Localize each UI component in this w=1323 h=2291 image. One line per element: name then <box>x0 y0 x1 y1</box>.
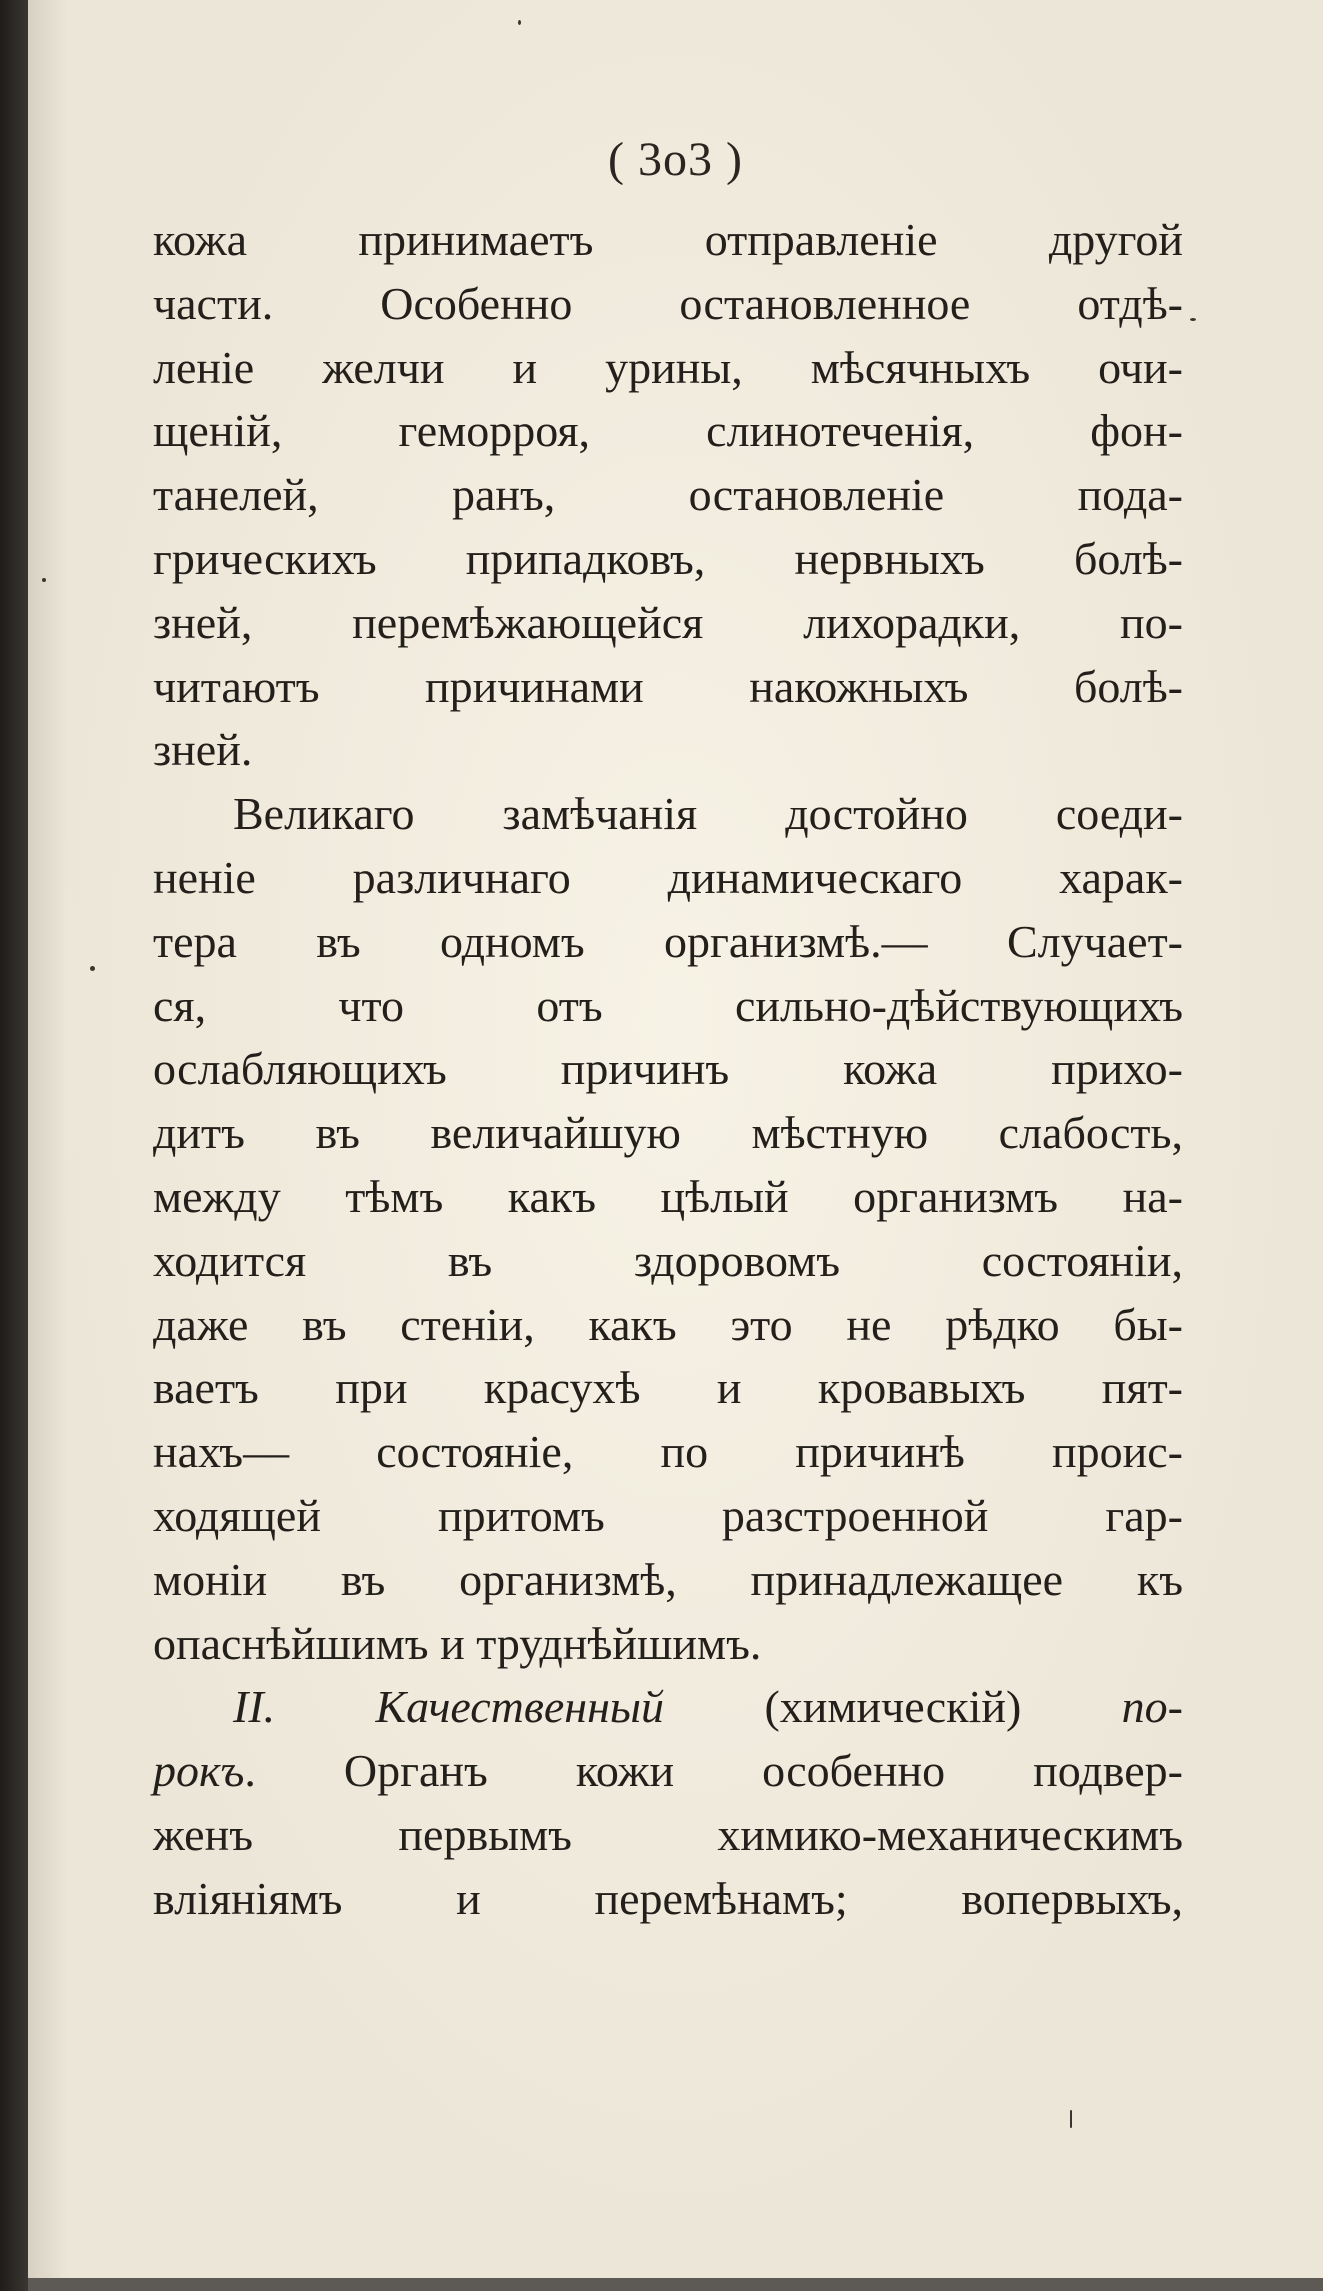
text-line: части. Особенно остановленное отдѣ- <box>153 277 1183 329</box>
text-line: между тѣмъ какъ цѣлый организмъ на- <box>153 1170 1183 1222</box>
text-line: неніе различнаго динамическаго харак- <box>153 851 1183 903</box>
book-page <box>28 0 1323 2278</box>
text-line: нахъ— состояніе, по причинѣ проис- <box>153 1426 1183 1478</box>
text-line: опаснѣйшимъ и труднѣйшимъ. <box>153 1617 762 1669</box>
text-line: ся, что отъ сильно-дѣйствующихъ <box>153 979 1183 1031</box>
text-line: моніи въ организмѣ, принадлежащее къ <box>153 1553 1183 1605</box>
ink-speck <box>42 578 46 582</box>
text-line: дитъ въ величайшую мѣстную слабость, <box>153 1107 1183 1159</box>
ink-speck <box>518 20 521 25</box>
text-line: женъ первымъ химико-механическимъ <box>153 1808 1183 1860</box>
text-line: зней, перемѣжающейся лихорадки, по- <box>153 596 1183 648</box>
page-bottom-edge <box>28 2278 1323 2291</box>
text-line: читаютъ причинами накожныхъ болѣ- <box>153 660 1183 712</box>
book-spine-shadow <box>0 0 28 2291</box>
section-heading-italic-cont: рокъ <box>153 1745 245 1797</box>
text-line: ослабляющихъ причинъ кожа прихо- <box>153 1043 1183 1095</box>
text-line: кожа принимаетъ отправленіе другой <box>153 214 1183 265</box>
section-heading-italic-end: по- <box>1121 1681 1183 1733</box>
section-heading-parenthetical: (химическій) <box>664 1681 1122 1733</box>
text-line: тера въ одномъ организмѣ.— Случает- <box>153 915 1183 967</box>
ink-speck <box>1070 2110 1072 2128</box>
ink-speck <box>90 966 95 971</box>
text-line: ходится въ здоровомъ состояніи, <box>153 1234 1183 1286</box>
text-line-rest: . Органъ кожи особенно подвер- <box>244 1745 1183 1797</box>
page-number: ( 3о3 ) <box>608 133 743 186</box>
text-line: танелей, ранъ, остановленіе пода- <box>153 469 1183 521</box>
text-line: вліяніямъ и перемѣнамъ; вопервыхъ, <box>153 1872 1183 1924</box>
text-line: даже въ стеніи, какъ это не рѣдко бы- <box>153 1298 1183 1350</box>
text-line: грическихъ припадковъ, нервныхъ болѣ- <box>153 532 1183 584</box>
section-heading-italic: II. Качественный <box>233 1681 665 1733</box>
ink-speck <box>1190 318 1196 321</box>
text-line: леніе желчи и урины, мѣсячныхъ очи- <box>153 341 1183 393</box>
section-heading-line <box>153 1675 1183 1739</box>
text-line: ходящей притомъ разстроенной гар- <box>153 1489 1183 1541</box>
text-line: щеній, геморроя, слинотеченія, фон- <box>153 405 1183 457</box>
text-line: Великаго замѣчанія достойно соеди- <box>233 788 1183 840</box>
text-line: ваетъ при красухѣ и кровавыхъ пят- <box>153 1362 1183 1414</box>
text-line <box>153 1739 1183 1803</box>
body-text <box>153 208 1183 1931</box>
text-line: зней. <box>153 724 253 776</box>
